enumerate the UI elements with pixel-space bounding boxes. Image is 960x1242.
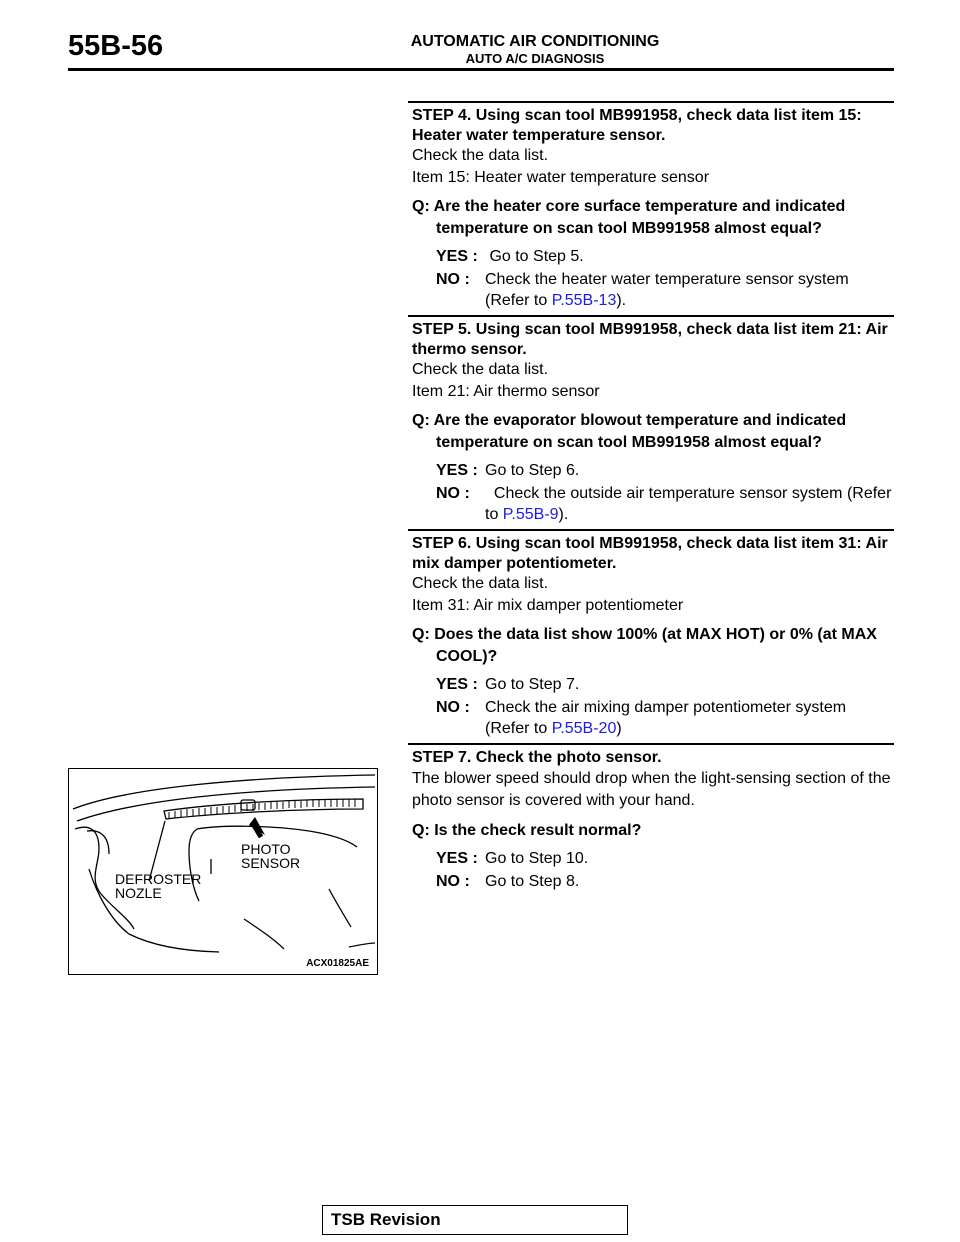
no-answer bbox=[436, 483, 894, 525]
yes-text: Go to Step 5. bbox=[485, 248, 584, 265]
step-line: Check the data list. bbox=[412, 147, 549, 164]
no-tail: ) bbox=[616, 720, 622, 737]
step-line: Item 21: Air thermo sensor bbox=[412, 383, 600, 400]
step-question: Q: Are the evaporator blowout temperature and indicated temperature on scan tool MB991958 almost equal? bbox=[412, 412, 847, 451]
no-tail: ). bbox=[558, 506, 569, 523]
no-label: NO : bbox=[436, 271, 470, 288]
step-line: Check the data list. bbox=[412, 361, 549, 378]
yes-label: YES : bbox=[436, 462, 478, 479]
step-title: STEP 6. Using scan tool MB991958, check data list item 31: Air mix damper potentiometer. bbox=[412, 535, 888, 572]
defroster-grille bbox=[164, 799, 363, 819]
header-rule bbox=[68, 68, 894, 71]
yes-answer bbox=[436, 246, 894, 267]
dash-center-left bbox=[189, 829, 199, 901]
step-divider bbox=[408, 101, 894, 103]
figure-code: ACX01825AE bbox=[306, 958, 369, 969]
step-6 bbox=[412, 529, 894, 739]
step-divider bbox=[408, 529, 894, 531]
yes-text: Go to Step 10. bbox=[485, 850, 589, 867]
yes-label: YES : bbox=[436, 676, 478, 693]
step-line: Item 31: Air mix damper potentiometer bbox=[412, 597, 684, 614]
step-line: The blower speed should drop when the light-sensing section of the photo sensor is covered with your hand. bbox=[412, 770, 891, 809]
no-text: Go to Step 8. bbox=[485, 873, 580, 890]
yes-answer bbox=[436, 674, 894, 695]
no-label: NO : bbox=[436, 699, 470, 716]
yes-label: YES : bbox=[436, 248, 478, 265]
yes-text: Go to Step 7. bbox=[485, 676, 580, 693]
page-number: 55B-56 bbox=[68, 30, 164, 62]
answers bbox=[412, 674, 894, 739]
yes-answer bbox=[436, 460, 894, 481]
step-question: Q: Are the heater core surface temperature and indicated temperature on scan tool MB991958 almost equal? bbox=[412, 198, 846, 237]
step-question: Q: Is the check result normal? bbox=[412, 822, 642, 839]
step-7 bbox=[412, 743, 894, 892]
defroster-label: DEFROSTER bbox=[115, 871, 202, 887]
no-tail: ). bbox=[616, 292, 627, 309]
answers bbox=[412, 460, 894, 525]
no-label: NO : bbox=[436, 485, 470, 502]
answers bbox=[412, 246, 894, 311]
nozzle-label: NOZLE bbox=[115, 885, 162, 901]
step-divider bbox=[408, 743, 894, 745]
answers bbox=[412, 848, 894, 892]
photo-label: PHOTO bbox=[241, 841, 291, 857]
dash-right-line bbox=[329, 889, 351, 927]
reference-link[interactable]: P.55B-20 bbox=[551, 720, 617, 737]
yes-answer bbox=[436, 848, 894, 869]
no-text-wrap bbox=[485, 697, 894, 739]
dash-lower-right bbox=[244, 919, 284, 949]
yes-label: YES : bbox=[436, 850, 478, 867]
step-title: STEP 5. Using scan tool MB991958, check data list item 21: Air thermo sensor. bbox=[412, 321, 888, 358]
no-text-wrap bbox=[485, 269, 894, 311]
step-4 bbox=[412, 101, 894, 311]
step-5 bbox=[412, 315, 894, 525]
step-line: Check the data list. bbox=[412, 575, 549, 592]
no-answer bbox=[436, 697, 894, 739]
dash-right-edge bbox=[349, 943, 375, 947]
step-divider bbox=[408, 315, 894, 317]
yes-text: Go to Step 6. bbox=[485, 462, 580, 479]
tsb-revision-label: TSB Revision bbox=[331, 1210, 441, 1229]
no-text-wrap bbox=[485, 483, 894, 525]
step-question: Q: Does the data list show 100% (at MAX HOT) or 0% (at MAX COOL)? bbox=[412, 626, 877, 665]
section-subtitle: AUTO A/C DIAGNOSIS bbox=[465, 51, 605, 66]
reference-link[interactable]: P.55B-9 bbox=[502, 506, 559, 523]
reference-link[interactable]: P.55B-13 bbox=[551, 292, 617, 309]
step-title: STEP 7. Check the photo sensor. bbox=[412, 749, 662, 766]
no-answer bbox=[436, 269, 894, 311]
photo-sensor-figure bbox=[68, 768, 378, 975]
step-title: STEP 4. Using scan tool MB991958, check data list item 15: Heater water temperature sensor. bbox=[412, 107, 862, 144]
no-text: Check the outside air temperature sensor system (Refer to bbox=[485, 485, 896, 523]
sensor-label: SENSOR bbox=[241, 855, 301, 871]
tsb-revision-box bbox=[322, 1205, 628, 1235]
no-label: NO : bbox=[436, 873, 470, 890]
step-line: Item 15: Heater water temperature sensor bbox=[412, 169, 710, 186]
no-text: Check the heater water temperature sensor system (Refer to bbox=[485, 271, 849, 309]
no-text: Check the air mixing damper potentiometer system (Refer to bbox=[485, 699, 847, 737]
no-answer bbox=[436, 871, 894, 892]
section-title: AUTOMATIC AIR CONDITIONING bbox=[410, 33, 660, 50]
